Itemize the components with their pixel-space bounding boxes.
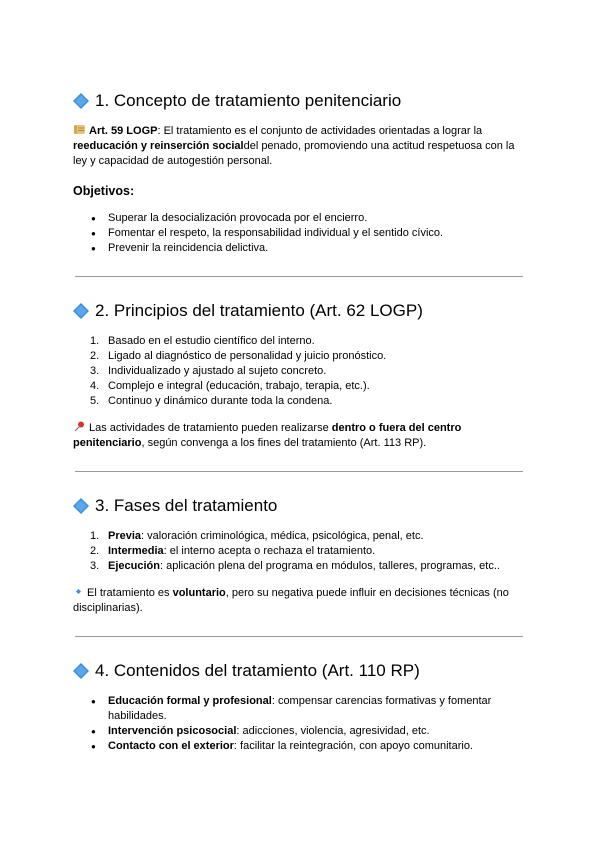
list-item: 3. Ejecución: aplicación plena del programa en módulos, talleres, programas, etc.. bbox=[90, 560, 500, 572]
section-3-note bbox=[73, 586, 525, 616]
fases-list bbox=[73, 529, 523, 574]
note-text-a: Las actividades de tratamiento pueden realizarse bbox=[89, 422, 332, 434]
small-blue-diamond-icon bbox=[73, 586, 84, 597]
intro-bold: reeducación y reinserción social bbox=[73, 140, 244, 152]
list-item: 4. Complejo e integral (educación, trabajo, terapia, etc.). bbox=[90, 380, 370, 392]
section-4-title: 4. Contenidos del tratamiento (Art. 110 RP) bbox=[95, 661, 420, 680]
section-1-title: 1. Concepto de tratamiento penitenciario bbox=[95, 91, 402, 110]
list-item: ● Intervención psicosocial: adicciones, violencia, agresividad, etc. bbox=[73, 724, 523, 739]
section-2-title: 2. Principios del tratamiento (Art. 62 LOGP) bbox=[95, 301, 423, 320]
blue-diamond-icon bbox=[73, 303, 89, 319]
pushpin-icon bbox=[73, 421, 86, 432]
section-1-heading bbox=[73, 90, 401, 112]
note-text-b: , pero su negativa puede influir en decisiones técnicas (no bbox=[225, 587, 509, 599]
objetivos-label: Objetivos: bbox=[73, 184, 135, 198]
section-4-heading bbox=[73, 660, 420, 682]
list-item: ● Contacto con el exterior: facilitar la reintegración, con apoyo comunitario. bbox=[73, 739, 523, 754]
list-item: ● Educación formal y profesional: compensar carencias formativas y fomentar habilidades. bbox=[73, 694, 523, 724]
blue-diamond-icon bbox=[73, 498, 89, 514]
blue-diamond-icon bbox=[73, 93, 89, 109]
contenidos-list bbox=[73, 694, 523, 754]
list-item: 2. Ligado al diagnóstico de personalidad y juicio pronóstico. bbox=[90, 350, 387, 362]
note-text-c: disciplinarias). bbox=[73, 602, 143, 614]
blue-diamond-icon bbox=[73, 663, 89, 679]
intro-article: Art. 59 LOGP bbox=[89, 125, 158, 137]
section-3-title: 3. Fases del tratamiento bbox=[95, 496, 278, 515]
section-1-intro bbox=[73, 124, 525, 169]
scroll-icon bbox=[73, 124, 86, 135]
list-item: 3. Individualizado y ajustado al sujeto concreto. bbox=[90, 365, 327, 377]
section-divider bbox=[75, 471, 523, 472]
list-item: ● Fomentar el respeto, la responsabilidad individual y el sentido cívico. bbox=[73, 226, 523, 241]
section-2-note bbox=[73, 421, 525, 451]
note-bold: voluntario bbox=[172, 587, 226, 599]
intro-text-a: : El tratamiento es el conjunto de actividades orientadas a lograr la bbox=[157, 125, 483, 137]
list-item: ● Superar la desocialización provocada por el encierro. bbox=[73, 211, 523, 226]
list-item: 1. Previa: valoración criminológica, médica, psicológica, penal, etc. bbox=[90, 530, 424, 542]
section-2-heading bbox=[73, 300, 423, 322]
list-item: 2. Intermedia: el interno acepta o rechaza el tratamiento. bbox=[90, 545, 376, 557]
note-bold-1: dentro o fuera del centro bbox=[331, 422, 462, 434]
principios-list bbox=[73, 334, 523, 409]
note-text-b: , según convenga a los fines del tratamiento (Art. 113 RP). bbox=[141, 437, 427, 449]
section-divider bbox=[75, 276, 523, 277]
intro-text-b: del penado, promoviendo una actitud respetuosa con la bbox=[243, 140, 515, 152]
list-item: ● Prevenir la reincidencia delictiva. bbox=[73, 241, 523, 256]
list-item: 1. Basado en el estudio científico del interno. bbox=[90, 335, 315, 347]
intro-text-c: ley y capacidad de autogestión personal. bbox=[73, 155, 273, 167]
objetivos-list bbox=[73, 211, 523, 256]
note-text-a: El tratamiento es bbox=[87, 587, 173, 599]
section-divider bbox=[75, 636, 523, 637]
note-bold-2: penitenciario bbox=[73, 437, 142, 449]
list-item: 5. Continuo y dinámico durante toda la condena. bbox=[90, 395, 333, 407]
section-3-heading bbox=[73, 495, 277, 517]
